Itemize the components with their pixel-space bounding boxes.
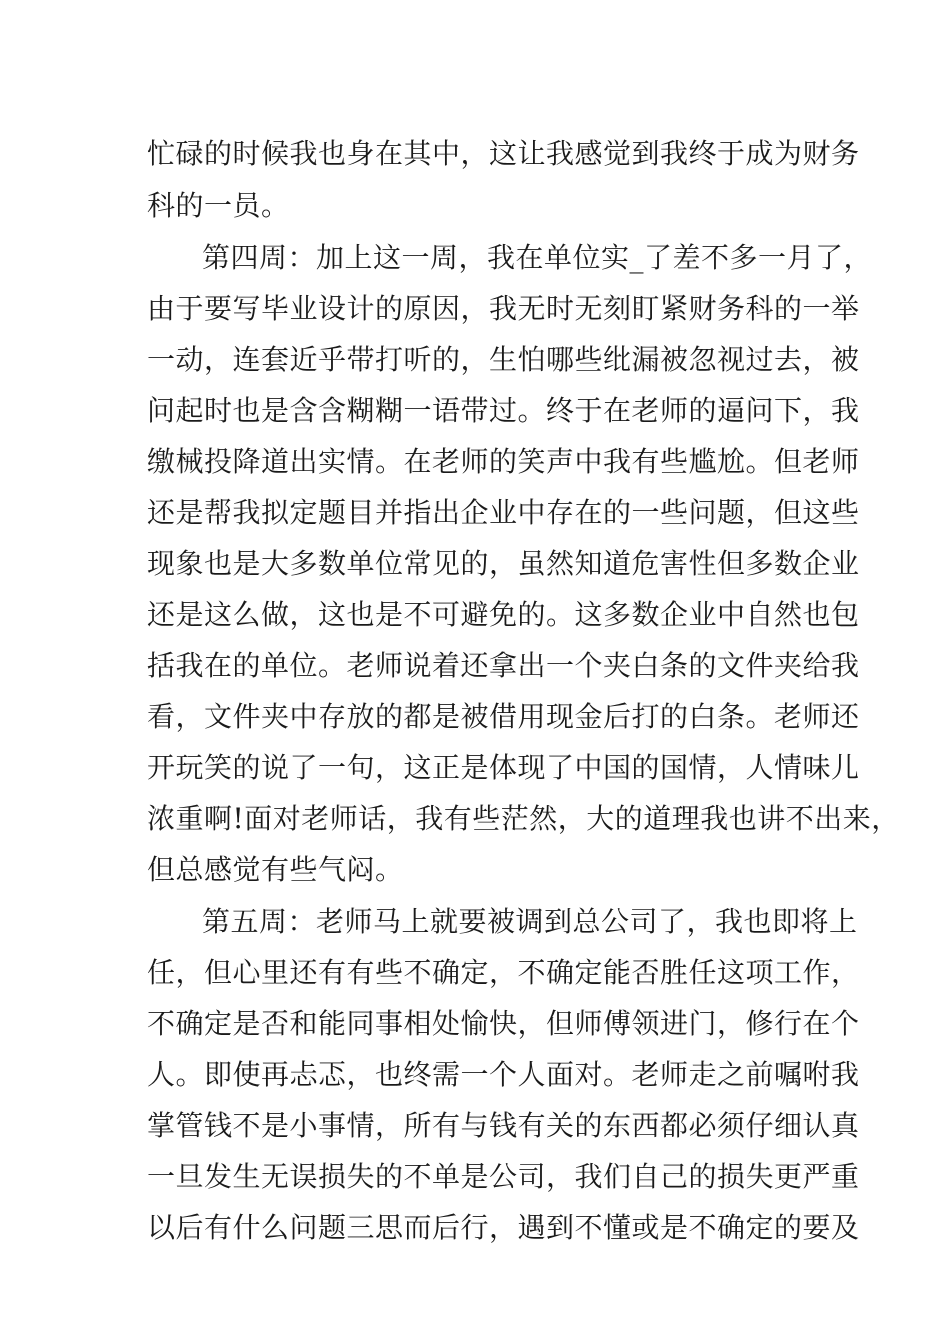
text-line: 以后有什么问题三思而后行，遇到不懂或是不确定的要及 <box>147 1211 860 1244</box>
text-line: 一旦发生无误损失的不单是公司，我们自己的损失更严重 <box>147 1160 860 1193</box>
text-line: 人。即使再忐忑，也终需一个人面对。老师走之前嘱咐我 <box>147 1058 860 1091</box>
text-line: 掌管钱不是小事情，所有与钱有关的东西都必须仔细认真 <box>147 1109 860 1142</box>
text-line: 忙碌的时候我也身在其中，这让我感觉到我终于成为财务 <box>147 137 860 170</box>
text-line: 科的一员。 <box>147 189 290 222</box>
paragraph-start-line: 第四周：加上这一周，我在单位实_了差不多一月了， <box>202 241 873 274</box>
text-line: 还是这么做，这也是不可避免的。这多数企业中自然也包 <box>147 598 860 631</box>
text-line: 但总感觉有些气闷。 <box>147 853 404 886</box>
text-line: 开玩笑的说了一句，这正是体现了中国的国情，人情味儿 <box>147 751 860 784</box>
text-line: 缴械投降道出实情。在老师的笑声中我有些尴尬。但老师 <box>147 445 860 478</box>
text-line: 问起时也是含含糊糊一语带过。终于在老师的逼问下，我 <box>147 394 860 427</box>
paragraph-start-line: 第五周：老师马上就要被调到总公司了，我也即将上 <box>202 905 858 938</box>
text-line: 括我在的单位。老师说着还拿出一个夹白条的文件夹给我 <box>147 649 860 682</box>
text-line: 一动，连套近乎带打听的，生怕哪些纰漏被忽视过去，被 <box>147 343 860 376</box>
text-line: 由于要写毕业设计的原因，我无时无刻盯紧财务科的一举 <box>147 292 860 325</box>
text-line: 还是帮我拟定题目并指出企业中存在的一些问题，但这些 <box>147 496 860 529</box>
text-line: 浓重啊!面对老师话，我有些茫然，大的道理我也讲不出来， <box>147 802 900 835</box>
text-line: 现象也是大多数单位常见的，虽然知道危害性但多数企业 <box>147 547 860 580</box>
text-line: 不确定是否和能同事相处愉快，但师傅领进门，修行在个 <box>147 1007 860 1040</box>
text-line: 看，文件夹中存放的都是被借用现金后打的白条。老师还 <box>147 700 860 733</box>
text-line: 任，但心里还有有些不确定，不确定能否胜任这项工作， <box>147 956 860 989</box>
